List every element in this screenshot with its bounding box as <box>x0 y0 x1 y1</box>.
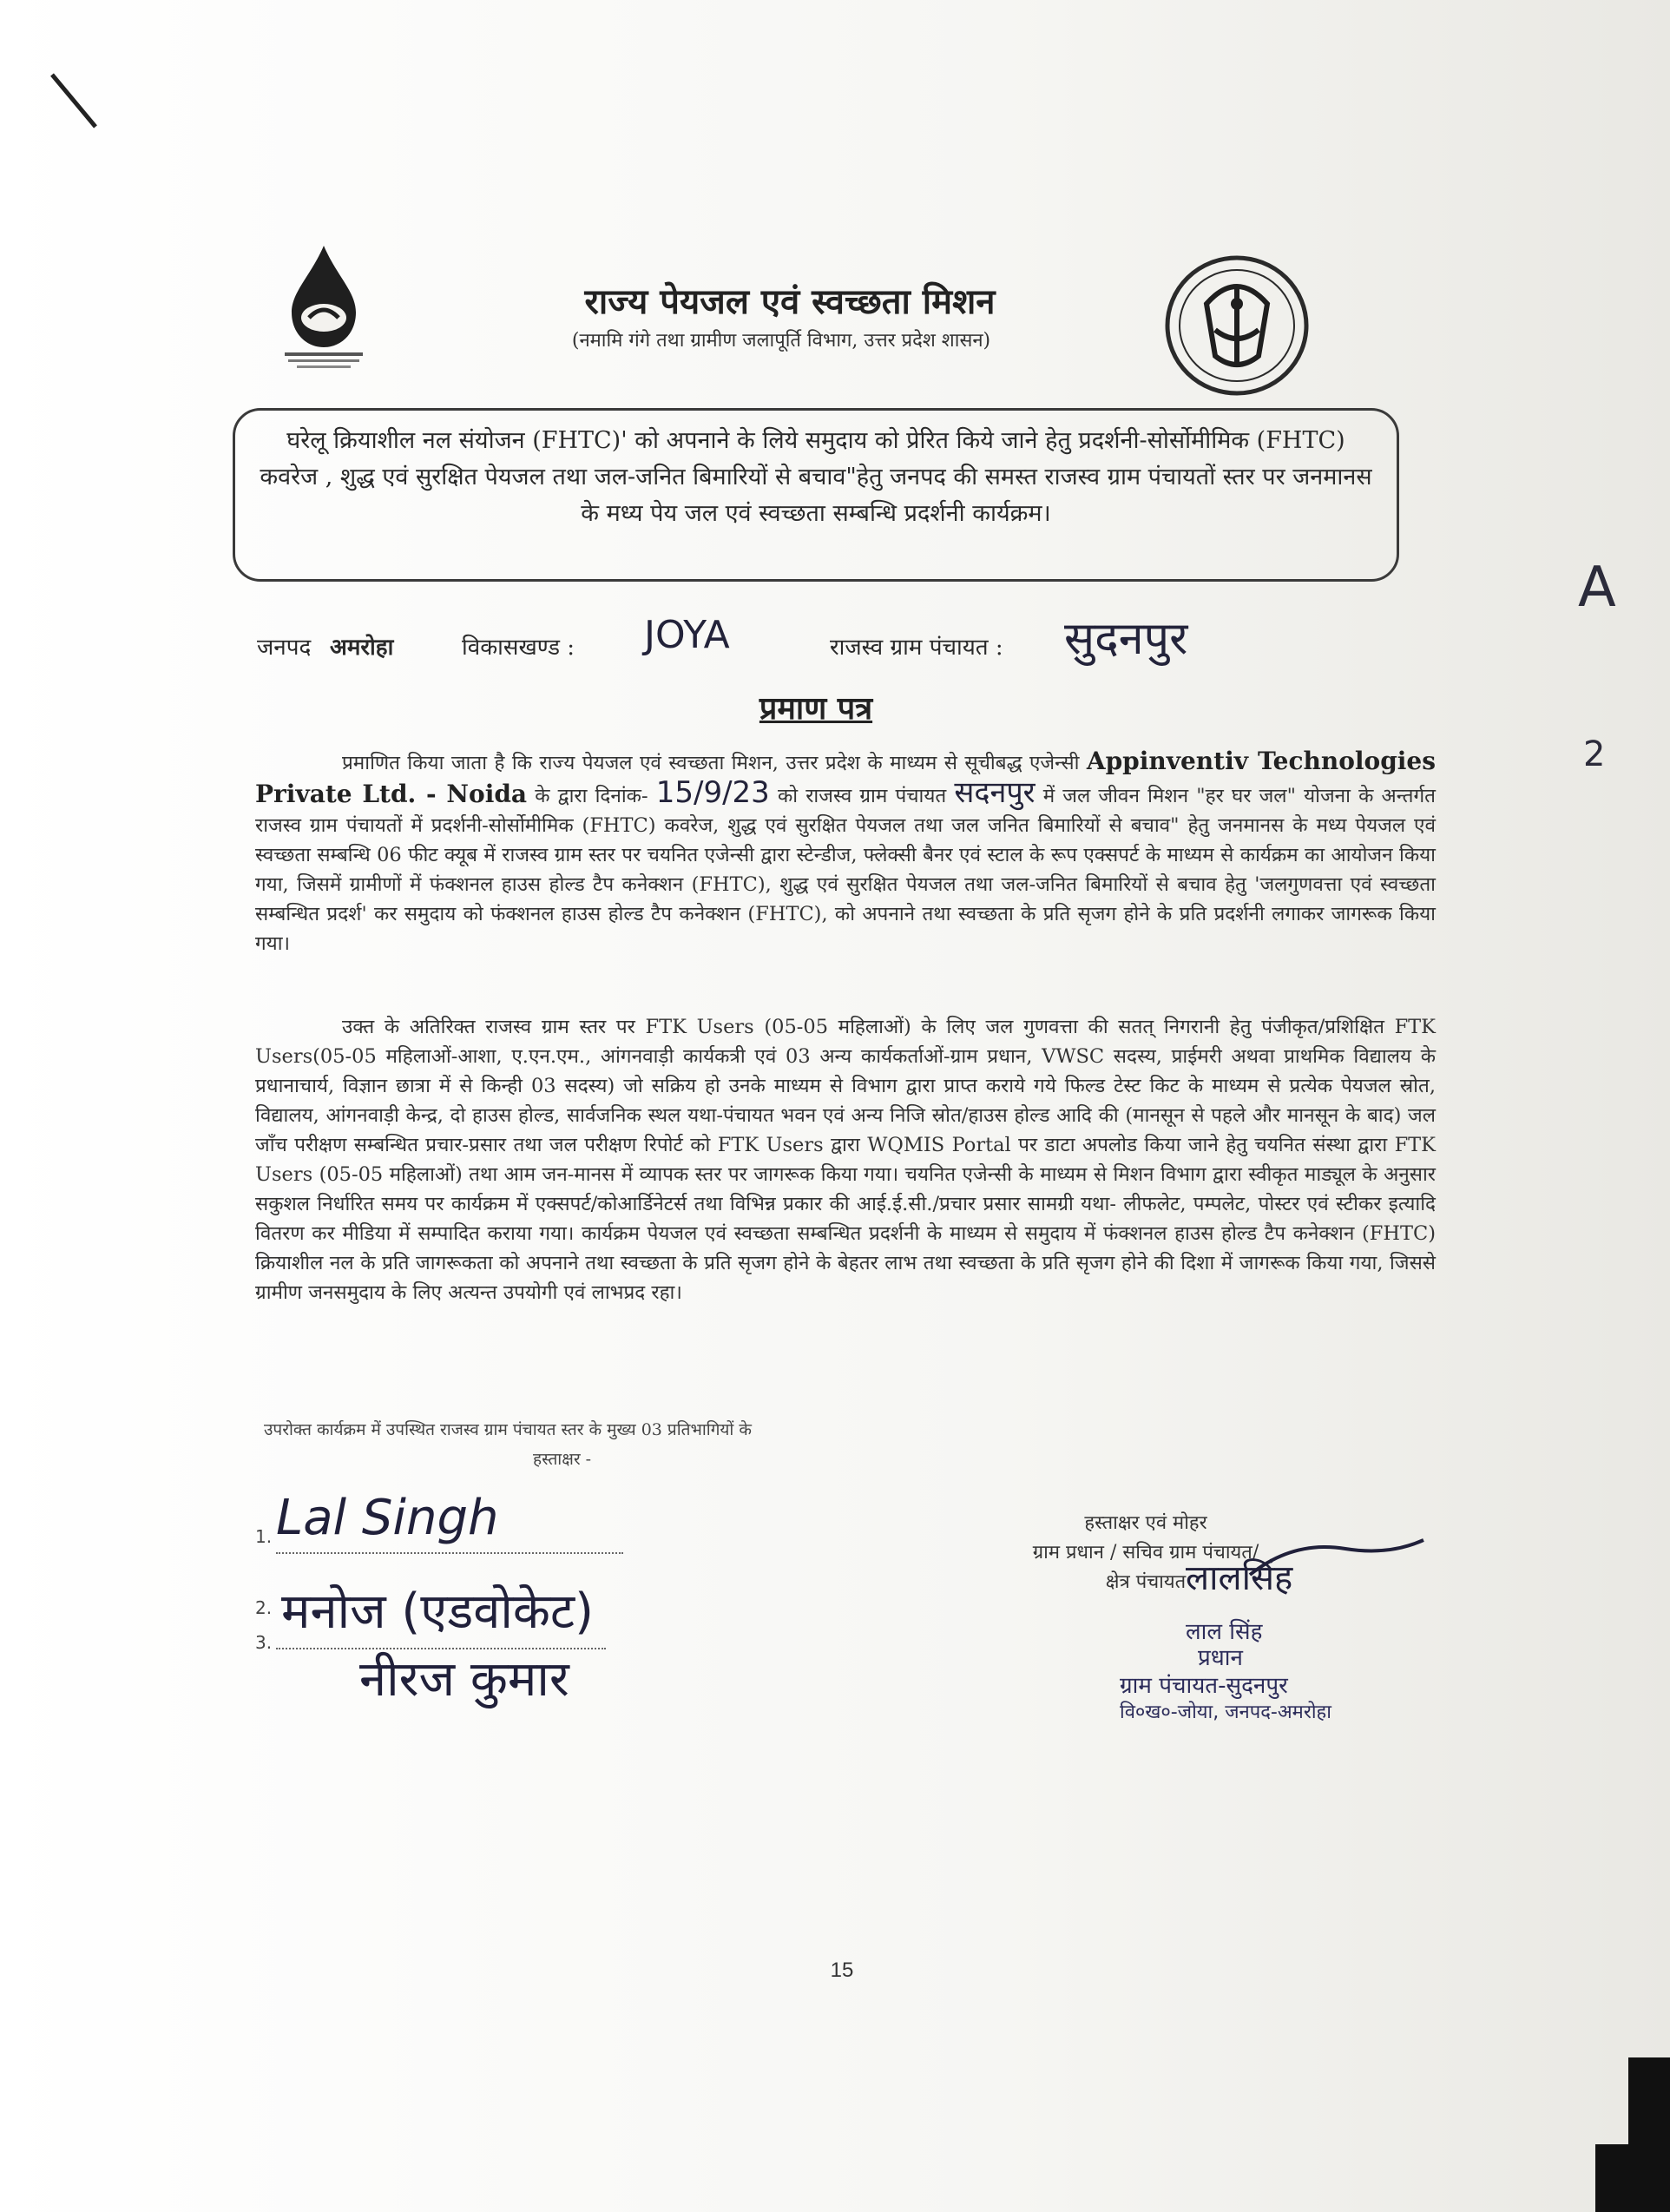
stamp-designation: प्रधान <box>1198 1645 1243 1671</box>
scan-edge-2 <box>1595 2144 1630 2212</box>
scan-edge <box>1628 2057 1670 2212</box>
participant-1-signature: Lal Singh <box>276 1490 499 1546</box>
para1-rest: में जल जीवन मिशन "हर घर जल" योजना के अन्तर्गत राजस्व ग्राम पंचायतों में प्रदर्शनी-सोर्सोमीमिक (FHTC) कवरेज, शुद्ध एवं सुरक्षित पेयजल तथा जल जनित बिमारियों से बचाव" हेतु जनमानस के मध्य पेयजल एवं स्वच्छता सम्बन्धि 06 फीट क्यूब में राजस्व ग्राम स्तर पर चयनित एजेन्सी द्वारा स्टेन्डीज, फ्लेक्सी बैनर एवं स्टाल के रूप एक्सपर्ट के माध्यम से कार्यक्रम का आयोजन किया गया, जिसमें ग्रामीणों में फंक्शनल हाउस होल्ड टैप कनेक्शन (FHTC), शुद्ध एवं सुरक्षित पेयजल तथा जल-जनित बिमारियों से बचाव हेतु 'जलगुणवत्ता एवं स्वच्छता सम्बन्धित प्रदर्श' कर समुदाय को फंक्शनल हाउस होल्ड टैप कनेक्शन (FHTC), को अपनाने तथा स्वच्छता के प्रति सृजग होने के प्रति प्रदर्शनी लगाकर जागरूक किया गया। <box>255 785 1436 955</box>
margin-note-a: A <box>1578 556 1616 620</box>
program-theme-text: घरेलू क्रियाशील नल संयोजन (FHTC)' को अपनाने के लिये समुदाय को प्रेरित किये जाने हेतु प्रदर्शनी-सोर्सोमीमिक (FHTC) कवरेज , शुद्ध एवं सुरक्षित पेयजल तथा जल-जनित बिमारियों से बचाव"हेतु जनपद की समस्त राजस्व ग्राम पंचायतों स्तर पर जनमानस के मध्य पेय जल एवं स्वच्छता सम्बन्धि प्रदर्शनी कार्यक्रम। <box>260 427 1372 527</box>
signatory-line-3: क्षेत्र पंचायत <box>1105 1571 1187 1593</box>
district-value: अमरोहा <box>330 635 394 661</box>
certificate-paragraph-1 <box>255 747 1436 958</box>
signature-flourish <box>1241 1531 1432 1583</box>
participants-note-line1: उपरोक्त कार्यक्रम में उपस्थित राजस्व ग्राम पंचायत स्तर के मुख्य 03 प्रतिभागियों के <box>264 1420 752 1439</box>
para1-intro: प्रमाणित किया जाता है कि राज्य पेयजल एवं स्वच्छता मिशन, उत्तर प्रदेश के माध्यम से सूचीबद्ध एजेन्सी <box>342 752 1080 774</box>
signatory-line-1: हस्ताक्षर एवं मोहर <box>1084 1512 1207 1534</box>
participant-3-number: 3. <box>255 1632 273 1653</box>
mission-title: राज्य पेयजल एवं स्वच्छता मिशन <box>584 281 996 322</box>
block-value: JOYA <box>644 613 730 657</box>
water-drop-logo-icon <box>276 241 406 372</box>
panchayat-label: राजस्व ग्राम पंचायत : <box>830 635 1003 661</box>
certificate-title: प्रमाण पत्र <box>759 690 873 727</box>
program-date: 15/9/23 <box>655 775 770 810</box>
stamp-panchayat: ग्राम पंचायत-सुदनपुर <box>1120 1673 1288 1699</box>
participant-3-signature: नीरज कुमार <box>359 1651 569 1708</box>
para2-text: उक्त के अतिरिक्त राजस्व ग्राम स्तर पर FTK Users (05-05 महिलाओं) के लिए जल गुणवत्ता की सतत् निगरानी हेतु पंजीकृत/प्रशिक्षित FTK Users(05-05 महिलाओं-आशा, ए.एन.एम., आंगनवाड़ी कार्यकत्री एवं 03 अन्य कार्यकर्ताओं-ग्राम प्रधान, VWSC सदस्य, प्राईमरी अथवा प्राथमिक विद्यालय के प्रधानाचार्य, विज्ञान छात्रा में से किन्ही 03 सदस्य) जो सक्रिय हो उनके माध्यम से विभाग द्वारा प्राप्त कराये गये फिल्ड टेस्ट किट के माध्यम से प्रत्येक पेयजल स्रोत, विद्यालय, आंगनवाड़ी केन्द्र, दो हाउस होल्ड, सार्वजनिक स्थल यथा-पंचायत भवन एवं अन्य निजि स्रोत/हाउस होल्ड आदि की (मानसून से पहले और मानसून के बाद) जल जाँच परीक्षण सम्बन्धित प्रचार-प्रसार तथा जल परीक्षण रिपोर्ट को FTK Users द्वारा WQMIS Portal पर डाटा अपलोड किया जाने हेतु चयनित संस्था द्वारा FTK Users (05-05 महिलाओं) तथा आम जन-मानस में व्यापक स्तर पर जागरूक किया गया। चयनित एजेन्सी के माध्यम से मिशन विभाग द्वारा स्वीकृत माड्यूल के अनुसार सकुशल निर्धारित समय पर कार्यक्रम में एक्सपर्ट/कोआर्डिनेटर्स तथा विभिन्न प्रकार की आई.ई.सी./प्रचार प्रसार सामग्री यथा- लीफलेट, पम्पलेट, पोस्टर एवं स्टीकर इत्यादि वितरण कर मीडिया में सम्पादित कराया गया। कार्यक्रम पेयजल एवं स्वच्छता सम्बन्धित प्रदर्शनी के माध्यम से समुदाय में फंक्शनल हाउस होल्ड टैप कनेक्शन (FHTC) क्रियाशील नल के प्रति जागरूकता को अपनाने तथा स्वच्छता के प्रति सृजग होने के बेहतर लाभ तथा स्वच्छता के प्रति सृजग होने की दिशा में जागरूक किया गया, जिससे ग्रामीण जनसमुदाय के लिए अत्यन्त उपयोगी एवं लाभप्रद रहा। <box>255 1016 1436 1304</box>
participant-2-signature: मनोज (एडवोकेट) <box>281 1583 594 1640</box>
para1-date-prefix: के द्वारा दिनांक- <box>535 785 648 807</box>
participant-2-number: 2. <box>255 1597 273 1618</box>
participant-1-number: 1. <box>255 1526 273 1547</box>
certificate-paragraph-2 <box>255 1012 1436 1307</box>
district-label: जनपद <box>257 635 312 661</box>
panchayat-value: सुदनपुर <box>1064 613 1188 665</box>
signatory-line-2: ग्राम प्रधान / सचिव ग्राम पंचायत/ <box>1032 1542 1259 1564</box>
margin-note-b: 2 <box>1583 734 1606 774</box>
stamp-name: लाल सिंह <box>1186 1619 1263 1645</box>
para1-panchayat-prefix: को राजस्व ग्राम पंचायत <box>777 785 947 807</box>
participant-1 <box>255 1490 620 1564</box>
panchayat-stamp <box>1102 1615 1432 1728</box>
program-panchayat: सदनपुर <box>954 775 1036 810</box>
signatory-signature: लालसिंह <box>1186 1558 1293 1598</box>
block-label: विकासखण्ड : <box>462 635 575 661</box>
participants-note-line2: हस्ताक्षर - <box>533 1450 592 1469</box>
page-number: 15 <box>830 1959 854 1982</box>
agency-name: Appinventiv Technologies Private Ltd. - Noida <box>255 747 1437 808</box>
program-theme-box <box>233 408 1399 582</box>
participants-note <box>264 1415 958 1474</box>
up-government-emblem-icon <box>1154 252 1319 399</box>
stamp-block-district: वि०ख०-जोया, जनपद-अमरोहा <box>1120 1702 1331 1723</box>
location-line <box>257 613 1385 688</box>
participant-3 <box>255 1629 863 1724</box>
scan-mark <box>43 66 122 144</box>
mission-subtitle: (नमामि गंगे तथा ग्रामीण जलापूर्ति विभाग, उत्तर प्रदेश शासन) <box>571 330 991 352</box>
